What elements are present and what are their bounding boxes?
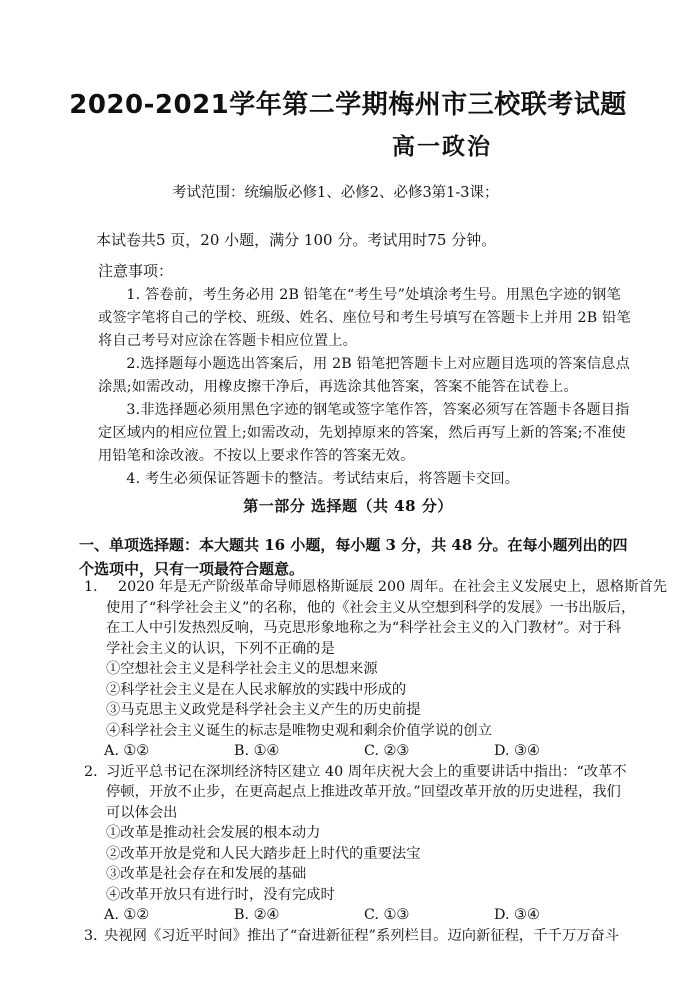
question-line: 学社会主义的认识，下列不正确的是 (106, 641, 335, 657)
question-line: 停顿，开放不止步，在更高起点上推进改革开放。”回望改革开放的历史进程，我们 (106, 784, 621, 800)
question-number: 2． (84, 764, 108, 780)
notice-line: 用铅笔和涂改液。不按以上要求作答的答案无效。 (98, 448, 415, 464)
option: ①空想社会主义是科学社会主义的思想来源 (106, 661, 378, 677)
section-title: 第一部分 选择题（共 48 分） (243, 497, 453, 515)
notice-line: 定区域内的相应位置上;如需改动，先划掉原来的答案，然后再写上新的答案;不准使 (98, 425, 626, 441)
answer-choice: A. ①② (104, 743, 150, 759)
notice-line: 2.选择题每小题选出答案后，用 2B 铅笔把答题卡上对应题目选项的答案信息点 (126, 356, 631, 372)
answer-choice: D. ③④ (494, 907, 540, 923)
question-line: 习近平总书记在深圳经济特区建立 40 周年庆祝大会上的重要讲话中指出：“改革不 (106, 764, 627, 780)
answer-choice: B. ①④ (234, 743, 280, 759)
question-line: 使用了“科学社会主义”的名称，他的《社会主义从空想到科学的发展》一书出版后， (106, 600, 636, 616)
notice-line: 将自己考号对应涂在答题卡相应位置上。 (98, 333, 357, 349)
question-line: 央视网《习近平时间》推出了“奋进新征程”系列栏目。迈向新征程，千千万万奋斗 (104, 928, 620, 944)
option: ②改革开放是党和人民大踏步赶上时代的重要法宝 (106, 846, 421, 862)
page-title: 2020-2021学年第二学期梅州市三校联考试题 (69, 90, 627, 120)
notice-list (98, 284, 646, 491)
section-instruction: 一、单项选择题：本大题共 16 小题，每小题 3 分，共 48 分。在每小题列出的四个选项中，只有一项最符合题意。 (79, 536, 628, 578)
exam-info: 本试卷共5 页，20 小题，满分 100 分。考试用时75 分钟。 (96, 231, 497, 249)
answer-choice: A. ①② (104, 907, 150, 923)
answer-choice: D. ③④ (494, 743, 540, 759)
page-subtitle: 高一政治 (392, 134, 492, 160)
answer-choice: C. ②③ (364, 743, 410, 759)
notice-heading: 注意事项： (98, 262, 174, 280)
option: ①改革是推动社会发展的根本动力 (106, 825, 321, 841)
option: ④改革开放只有进行时，没有完成时 (106, 887, 335, 903)
option: ③改革是社会存在和发展的基础 (106, 866, 307, 882)
option: ③马克思主义政党是科学社会主义产生的历史前提 (106, 702, 421, 718)
exam-range: 考试范围：统编版必修1、必修2、必修3第1-3课； (172, 185, 499, 201)
question-line: 在工人中引发热烈反响，马克思形象地称之为“科学社会主义的入门教材”。对于科 (106, 620, 622, 636)
notice-line: 或签字笔将自己的学校、班级、姓名、座位号和考生号填写在答题卡上并用 2B 铅笔 (98, 310, 631, 326)
answer-choice: C. ①③ (364, 907, 410, 923)
notice-line: 3.非选择题必须用黑色字迹的钢笔或签字笔作答，答案必须写在答题卡各题目指 (126, 402, 630, 418)
notice-line: 1. 答卷前，考生务必用 2B 铅笔在“考生号”处填涂考生号。用黑色字迹的钢笔 (126, 287, 621, 303)
question-number: 3． (84, 928, 108, 944)
question-line: 2020 年是无产阶级革命导师恩格斯诞辰 200 周年。在社会主义发展史上，恩格斯首先 (118, 579, 668, 595)
option: ④科学社会主义诞生的标志是唯物史观和剩余价值学说的创立 (106, 723, 493, 739)
option: ②科学社会主义是在人民求解放的实践中形成的 (106, 682, 407, 698)
notice-line: 涂黑;如需改动，用橡皮擦干净后，再选涂其他答案，答案不能答在试卷上。 (98, 379, 578, 395)
notice-line: 4. 考生必须保证答题卡的整洁。考试结束后，将答题卡交回。 (126, 471, 520, 487)
question-number: 1． (84, 579, 108, 595)
answer-choice: B. ②④ (234, 907, 280, 923)
question-line: 可以体会出 (106, 805, 178, 821)
